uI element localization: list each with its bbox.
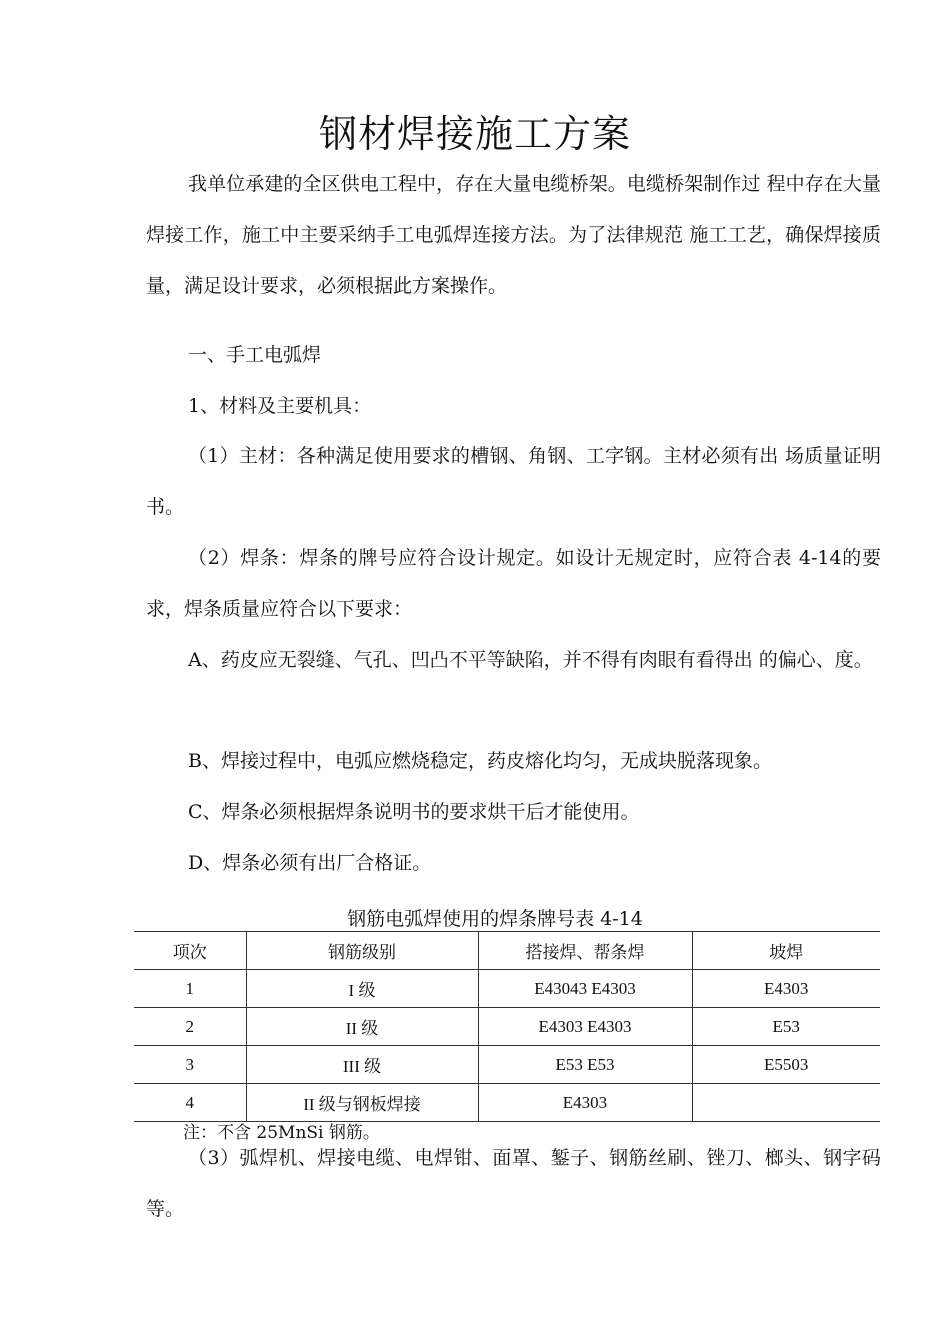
table-cell: E5503 bbox=[692, 1046, 880, 1084]
item-equipment: （3）弧焊机、焊接电缆、电焊钳、面罩、錾子、钢筋丝刷、锉刀、榔头、钢字码等。 bbox=[146, 1147, 881, 1220]
document-title: 钢材焊接施工方案 bbox=[318, 112, 631, 156]
subsection-heading: 1、材料及主要机具： bbox=[188, 395, 372, 417]
header-cell: 钢筋级别 bbox=[246, 932, 478, 970]
requirement-a: A、药皮应无裂缝、气孔、凹凸不平等缺陷，并不得有肉眼有看得出 的偏心、度。 bbox=[188, 649, 873, 671]
table-cell: 2 bbox=[134, 1008, 246, 1046]
requirement-d: D、焊条必须有出厂合格证。 bbox=[188, 852, 432, 874]
table-cell: E43043 E4303 bbox=[478, 970, 692, 1008]
table-cell: III 级 bbox=[246, 1046, 478, 1084]
table-cell: II 级 bbox=[246, 1008, 478, 1046]
table-cell: I 级 bbox=[246, 970, 478, 1008]
table-cell: E53 bbox=[692, 1008, 880, 1046]
table-cell bbox=[692, 1084, 880, 1122]
intro-paragraph: 我单位承建的全区供电工程中，存在大量电缆桥架。电缆桥架制作过 程中存在大量焊接工作，施工中主要采纳手工电弧焊连接方法。为了法律规范 施工工艺，确保焊接质量，满足设计要求，必须根据此方案操作。 bbox=[146, 173, 881, 297]
header-cell: 坡焊 bbox=[692, 932, 880, 970]
header-cell: 搭接焊、帮条焊 bbox=[478, 932, 692, 970]
table-note: 注：不含 25MnSi 钢筋。 bbox=[183, 1123, 380, 1143]
section-heading: 一、手工电弧焊 bbox=[188, 344, 322, 366]
requirement-b: B、焊接过程中，电弧应燃烧稳定，药皮熔化均匀，无成块脱落现象。 bbox=[188, 750, 772, 772]
table-caption: 钢筋电弧焊使用的焊条牌号表 4-14 bbox=[347, 908, 643, 930]
table-row bbox=[134, 1046, 880, 1084]
table-cell: E4303 E4303 bbox=[478, 1008, 692, 1046]
table-row bbox=[134, 970, 880, 1008]
electrode-table bbox=[134, 931, 880, 1122]
table-row bbox=[134, 1084, 880, 1122]
table-cell: E53 E53 bbox=[478, 1046, 692, 1084]
table-row bbox=[134, 1008, 880, 1046]
table-cell: 3 bbox=[134, 1046, 246, 1084]
table-cell: 1 bbox=[134, 970, 246, 1008]
requirement-c: C、焊条必须根据焊条说明书的要求烘干后才能使用。 bbox=[188, 801, 640, 823]
table-cell: II 级与钢板焊接 bbox=[246, 1084, 478, 1122]
item-electrode: （2）焊条：焊条的牌号应符合设计规定。如设计无规定时，应符合表 4-14的要求，焊条质量应符合以下要求： bbox=[146, 547, 881, 620]
table-header-row bbox=[134, 932, 880, 970]
item-main-material: （1）主材：各种满足使用要求的槽钢、角钢、工字钢。主材必须有出 场质量证明书。 bbox=[146, 445, 881, 518]
table-cell: E4303 bbox=[692, 970, 880, 1008]
table-cell: 4 bbox=[134, 1084, 246, 1122]
table-cell: E4303 bbox=[478, 1084, 692, 1122]
header-cell: 项次 bbox=[134, 932, 246, 970]
